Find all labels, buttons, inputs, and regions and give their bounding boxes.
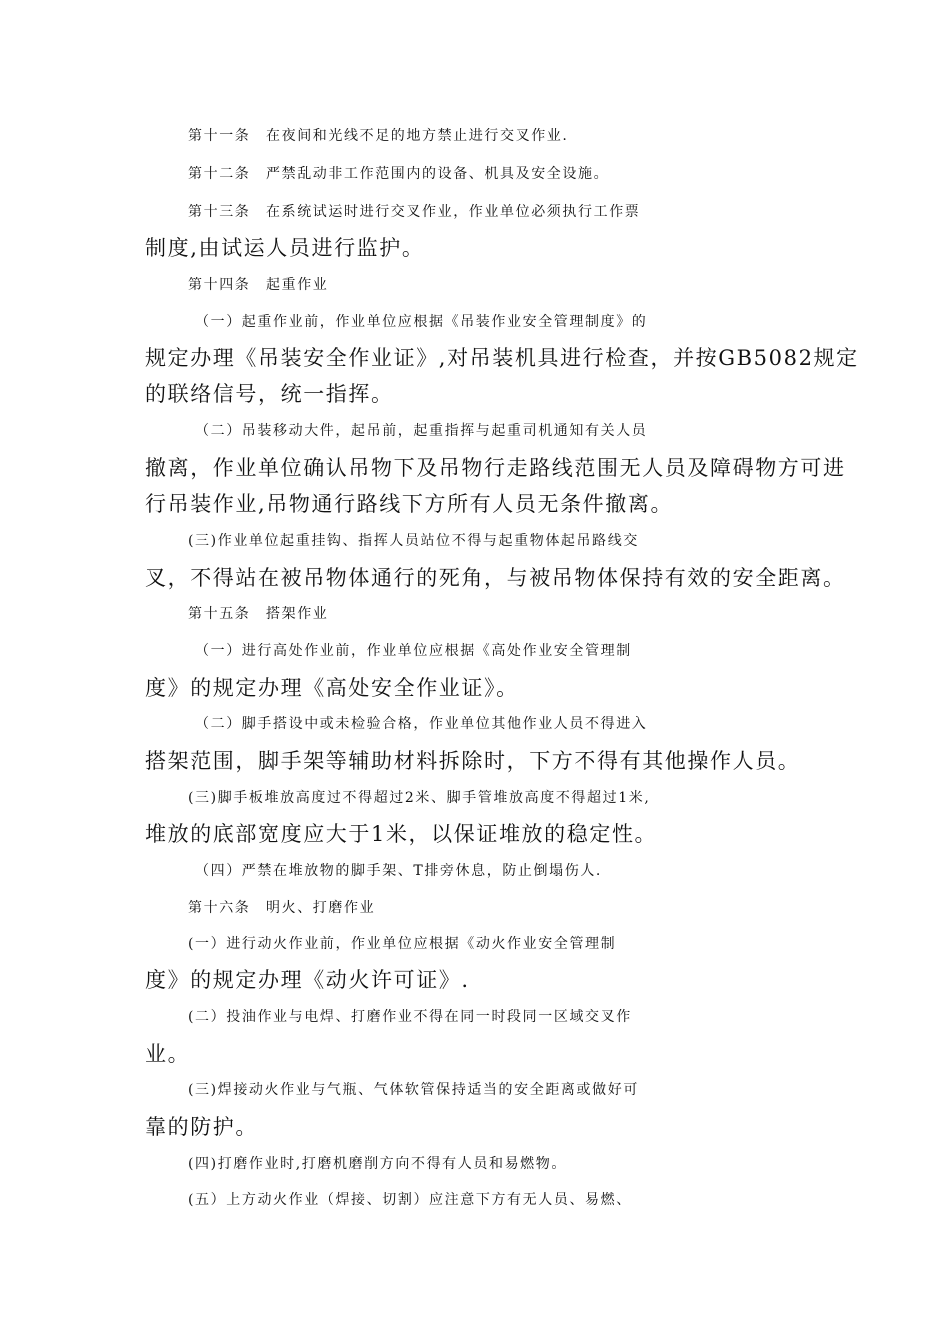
text-line: （一）进行高处作业前，作业单位应根据《高处作业安全管理制: [195, 643, 632, 659]
text-line: 制度,由试运人员进行监护。: [145, 236, 425, 260]
text-line: （一）起重作业前，作业单位应根据《吊装作业安全管理制度》的: [195, 314, 648, 330]
text-line: 搭架范围，脚手架等辅助材料拆除时，下方不得有其他操作人员。: [145, 749, 801, 773]
text-line: (五）上方动火作业（焊接、切割）应注意下方有无人员、易燃、: [188, 1192, 632, 1208]
text-line: 第十六条 明火、打磨作业: [188, 900, 376, 916]
text-line: 撤离，作业单位确认吊物下及吊物行走路线范围无人员及障碍物方可进: [145, 456, 846, 480]
text-line: 的联络信号，统一指挥。: [145, 382, 394, 406]
text-line: （二）脚手搭设中或未检验合格，作业单位其他作业人员不得进入: [195, 716, 648, 732]
text-line: 业。: [145, 1042, 191, 1066]
text-line: 度》的规定办理《动火许可证》.: [145, 968, 470, 992]
text-line: 行吊装作业,吊物通行路线下方所有人员无条件撤离。: [145, 492, 674, 516]
text-line: (三)作业单位起重挂钩、指挥人员站位不得与起重物体起吊路线交: [188, 533, 639, 549]
text-line: (一）进行动火作业前，作业单位应根据《动火作业安全管理制: [188, 936, 617, 952]
text-line: (二）投油作业与电焊、打磨作业不得在同一时段同一区域交叉作: [188, 1009, 632, 1025]
text-line: (三)脚手板堆放高度过不得超过2米、脚手管堆放高度不得超过1米,: [188, 790, 651, 806]
text-line: 度》的规定办理《高处安全作业证》。: [145, 676, 519, 700]
text-line: 靠的防护。: [145, 1115, 258, 1139]
text-line: （四）严禁在堆放物的脚手架、T排旁休息，防止倒塌伤人.: [195, 863, 602, 879]
text-line: 第十一条 在夜间和光线不足的地方禁止进行交叉作业.: [188, 128, 569, 144]
text-line: 第十五条 搭架作业: [188, 606, 329, 622]
text-line: (三)焊接动火作业与气瓶、气体软管保持适当的安全距离或做好可: [188, 1082, 639, 1098]
text-line: 第十四条 起重作业: [188, 277, 329, 293]
text-line: (四)打磨作业时,打磨机磨削方向不得有人员和易燃物。: [188, 1156, 567, 1172]
text-line: 堆放的底部宽度应大于1米，以保证堆放的稳定性。: [145, 822, 658, 846]
text-line: 叉，不得站在被吊物体通行的死角，与被吊物体保持有效的安全距离。: [145, 566, 846, 590]
text-line: 规定办理《吊装安全作业证》,对吊装机具进行检查，并按GB5082规定: [145, 346, 859, 370]
text-line: （二）吊装移动大件，起吊前，起重指挥与起重司机通知有关人员: [195, 423, 648, 439]
text-line: 第十二条 严禁乱动非工作范围内的设备、机具及安全设施。: [188, 166, 610, 182]
text-line: 第十三条 在系统试运时进行交叉作业，作业单位必须执行工作票: [188, 204, 641, 220]
